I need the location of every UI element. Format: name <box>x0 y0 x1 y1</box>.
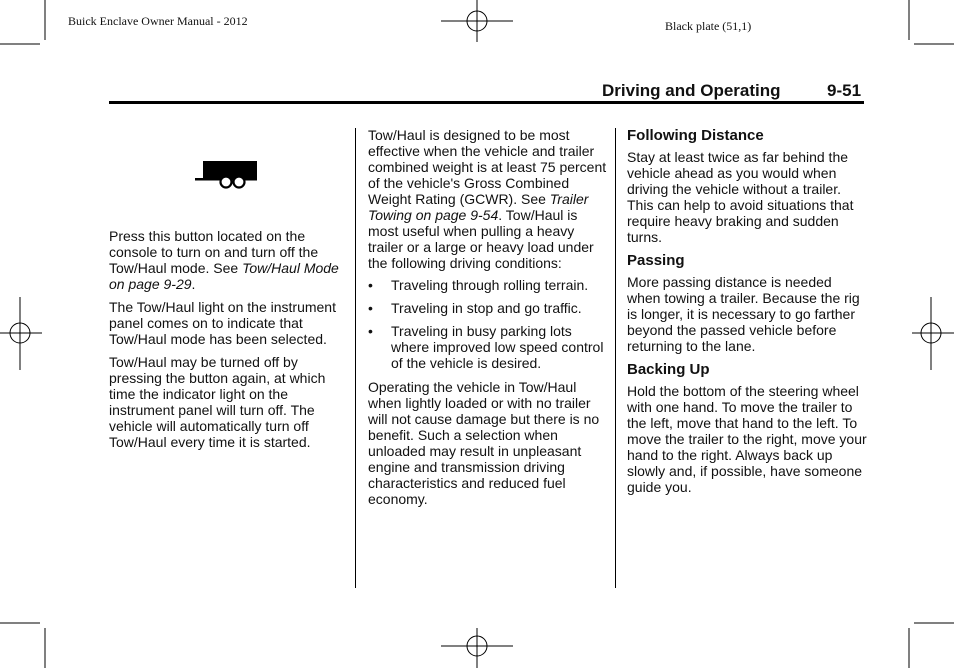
paragraph: Stay at least twice as far behind the vehicle ahead as you would when driving the vehicle without a trailer. This can help to avoid situations that require heavy braking and sudden turns. <box>627 149 854 245</box>
paragraph: Press this button located on the console to turn on and turn off the Tow/Haul mode. See Tow/Haul Mode on page 9-29. <box>109 228 339 292</box>
paragraph: Tow/Haul may be turned off by pressing the button again, at which time the indicator light on the instrument panel will turn off. The vehicle will automatically turn off Tow/Haul every time it is started. <box>109 354 326 450</box>
bullet-icon: • <box>368 300 373 316</box>
paragraph: The Tow/Haul light on the instrument panel comes on to indicate that Tow/Haul mode has been selected. <box>109 299 336 347</box>
column-3 <box>627 127 867 502</box>
bullet-icon: • <box>368 323 373 339</box>
cross-reference: Tow/Haul Mode on page 9-29 <box>109 260 339 292</box>
paragraph: Tow/Haul is designed to be most effective when the vehicle and trailer combined weight is at least 75 percent of the vehicle's Gross Combined Weight Rating (GCWR). See Trailer Towing on page 9-54. Tow/Haul is most useful when pulling a heavy trailer or a large or heavy load under the following driving conditions: <box>368 127 607 271</box>
heading-passing: Passing <box>627 252 685 269</box>
header-rule <box>109 101 864 104</box>
heading-backing-up: Backing Up <box>627 361 710 378</box>
section-title: Driving and Operating <box>602 81 781 100</box>
column-1 <box>109 228 349 457</box>
column-divider-2 <box>615 128 616 588</box>
list-item: • Traveling in stop and go traffic. <box>368 300 582 316</box>
column-divider-1 <box>355 128 356 588</box>
list-item: • Traveling in busy parking lots where improved low speed control of the vehicle is desired. <box>368 323 604 371</box>
column-2 <box>368 127 608 514</box>
print-header-right: Black plate (51,1) <box>665 19 752 33</box>
cross-reference: Trailer Towing on page 9-54 <box>368 191 589 223</box>
trailer-icon <box>195 160 259 190</box>
heading-following-distance: Following Distance <box>627 127 764 144</box>
bullet-list <box>368 277 608 371</box>
paragraph: Operating the vehicle in Tow/Haul when lightly loaded or with no trailer will not cause damage but there is no benefit. Such a selection when unloaded may result in unpleasant engine and transmission driving characteristics and reduced fuel economy. <box>368 379 600 507</box>
page-number: 9-51 <box>827 81 862 100</box>
paragraph: Hold the bottom of the steering wheel with one hand. To move the trailer to the left, move that hand to the left. To move the trailer to the right, move your hand to the right. Always back up slowly and, if possible, have someone guide you. <box>627 383 867 495</box>
paragraph: More passing distance is needed when towing a trailer. Because the rig is longer, it is necessary to go farther beyond the passed vehicle before returning to the lane. <box>627 274 860 354</box>
print-header-left: Buick Enclave Owner Manual - 2012 <box>68 14 248 28</box>
bullet-icon: • <box>368 277 373 293</box>
list-item: • Traveling through rolling terrain. <box>368 277 589 293</box>
